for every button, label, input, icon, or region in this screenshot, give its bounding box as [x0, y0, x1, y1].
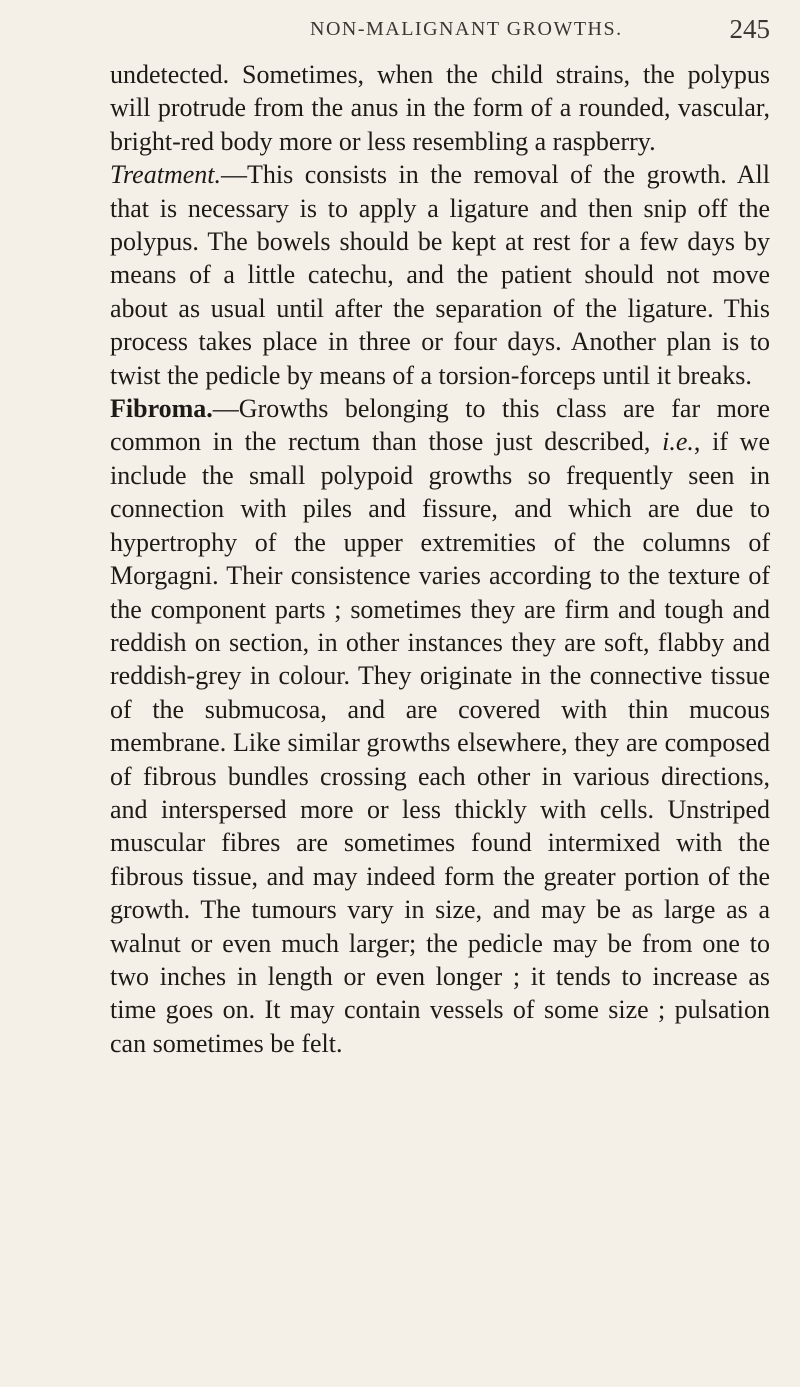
paragraph-fibroma: [110, 392, 770, 1060]
paragraph-text: undetected. Sometimes, when the child strains, the polypus will protrude from the anus in the form of a rounded, vascular, bright-red body more or less resembling a raspberry.: [110, 60, 770, 156]
paragraph-text: —Growths belonging to this class are far more common in the rectum than those just described,: [110, 394, 770, 457]
abbreviation-ie: i.e.: [662, 427, 694, 457]
running-title: NON-MALIGNANT GROWTHS.: [310, 18, 623, 40]
body-text: [110, 58, 770, 1060]
paragraph-treatment: [110, 158, 770, 392]
fibroma-heading: Fibroma.: [110, 394, 213, 424]
treatment-heading: Treatment.: [110, 160, 221, 190]
running-head: [110, 12, 770, 48]
paragraph-continued: [110, 58, 770, 158]
paragraph-text: , if we include the small polypoid growths so frequently seen in connection with piles and fissure, and which are due to hypertrophy of the upper extremities of the columns of Morgagni. Their consistence varies according to the texture of the component parts ; sometimes they are firm and tough and reddish on section, in other instances they are soft, flabby and reddish-grey in colour. They originate in the connective tissue of the submucosa, and are covered with thin mucous membrane. Like similar growths elsewhere, they are composed of fibrous bundles crossing each other in various directions, and interspersed more or less thickly with cells. Unstriped muscular fibres are sometimes found intermixed with the fibrous tissue, and may indeed form the greater portion of the growth. The tumours vary in size, and may be as large as a walnut or even much larger; the pedicle may be from one to two inches in length or even longer ; it tends to increase as time goes on. It may contain vessels of some size ; pulsation can sometimes be felt.: [110, 427, 770, 1058]
paragraph-text: —This consists in the removal of the growth. All that is necessary is to apply a ligature and then snip off the polypus. The bowels should be kept at rest for a few days by means of a little catechu, and the patient should not move about as usual until after the separation of the ligature. This process takes place in three or four days. Another plan is to twist the pedicle by means of a torsion-forceps until it breaks.: [110, 160, 770, 390]
page-number: 245: [729, 14, 770, 44]
